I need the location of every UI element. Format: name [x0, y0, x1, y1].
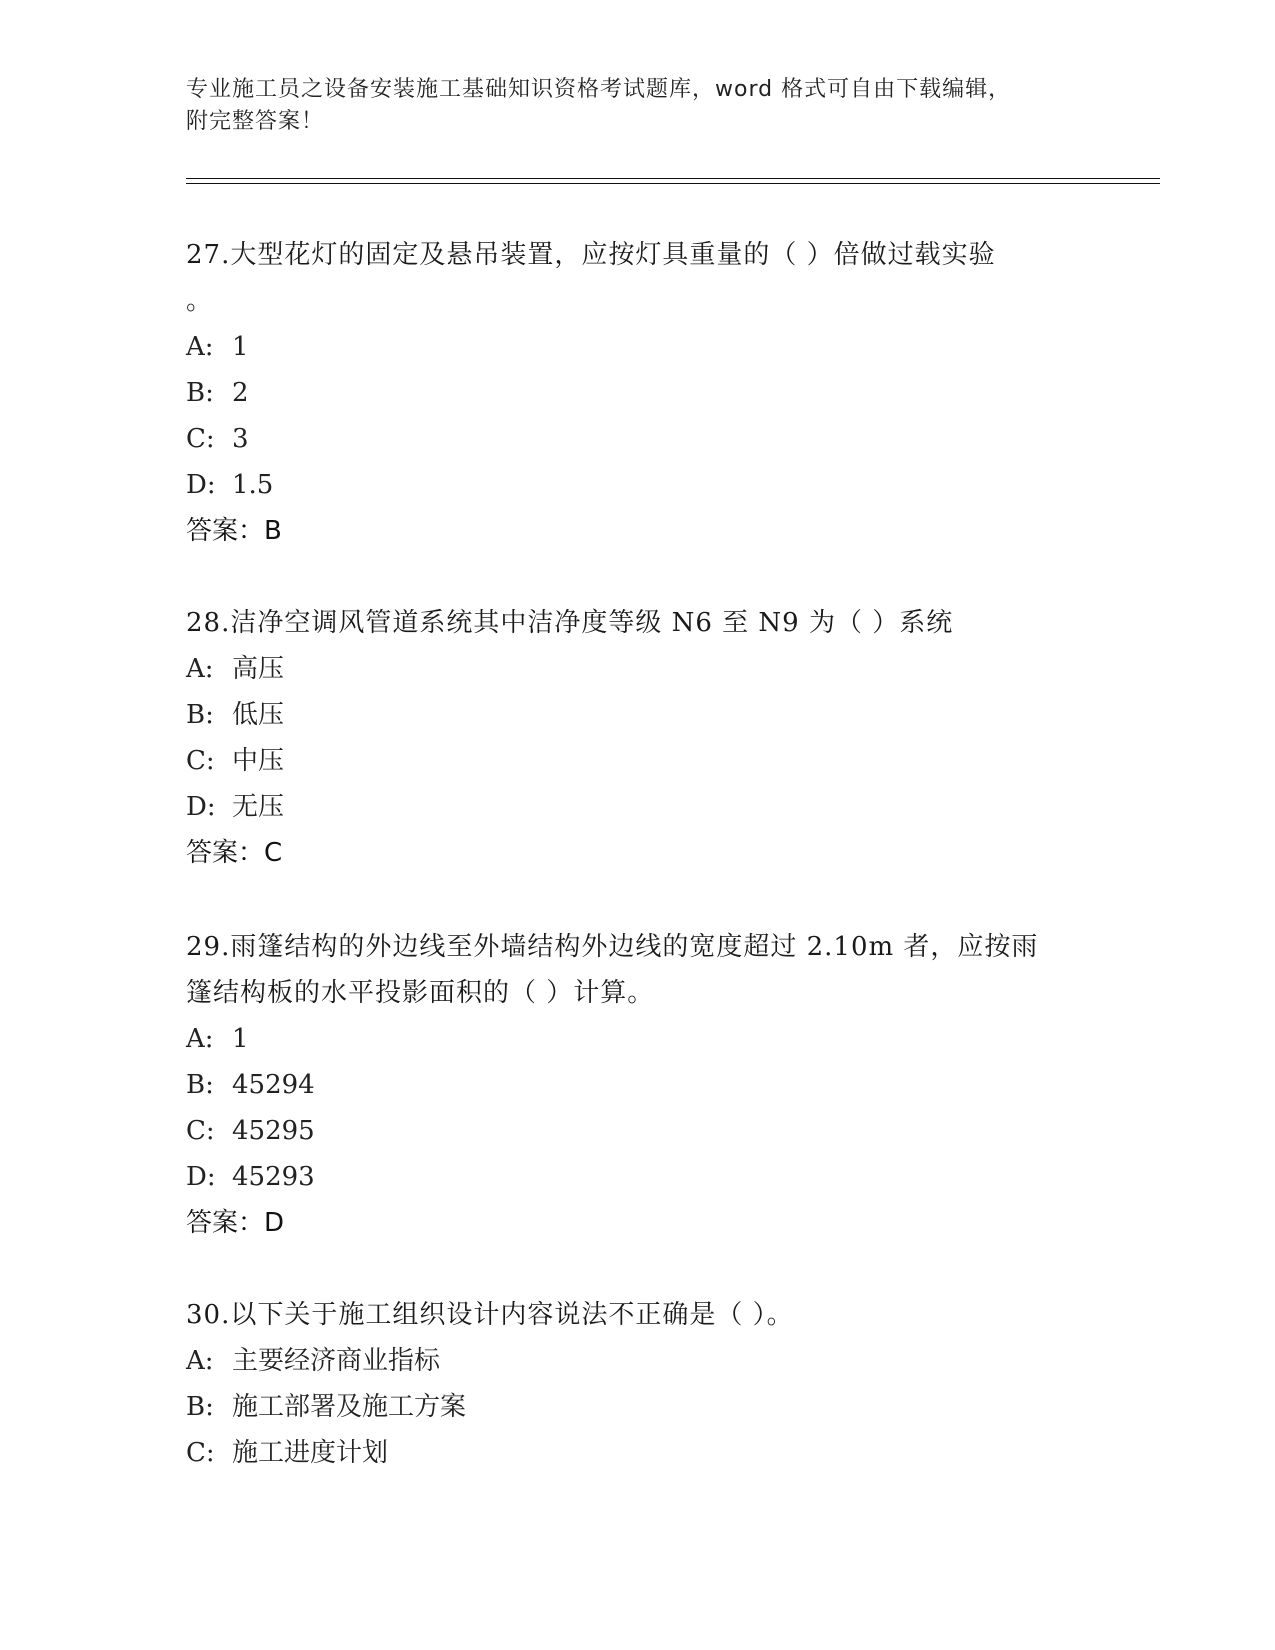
question-29 [186, 924, 1086, 1246]
option-text: 主要经济商业指标 [232, 1346, 441, 1376]
option-c [186, 738, 1086, 784]
header-divider-top [186, 178, 1160, 179]
option-b [186, 1384, 1086, 1430]
option-letter: A: [186, 332, 214, 362]
question-28 [186, 600, 1086, 876]
question-text [186, 232, 1086, 324]
question-line: 30.以下关于施工组织设计内容说法不正确是（ ）。 [186, 1300, 794, 1330]
option-c [186, 1430, 1086, 1476]
question-text [186, 924, 1086, 1016]
option-text: 1 [232, 332, 249, 362]
header-line-2: 附完整答案！ [186, 109, 325, 134]
option-letter: B: [186, 378, 214, 408]
document-header [186, 74, 1066, 138]
option-letter: B: [186, 1070, 214, 1100]
header-divider-bottom [186, 183, 1160, 184]
question-line: 27.大型花灯的固定及悬吊装置，应按灯具重量的（ ）倍做过载实验 [186, 240, 996, 270]
question-text [186, 600, 1086, 646]
option-letter: D: [186, 470, 216, 500]
option-text: 2 [232, 378, 249, 408]
option-text: 无压 [232, 792, 285, 822]
option-text: 1.5 [232, 470, 274, 500]
option-b [186, 692, 1086, 738]
option-d [186, 1154, 1086, 1200]
option-text: 45293 [232, 1162, 315, 1192]
option-c [186, 1108, 1086, 1154]
option-text: 低压 [232, 700, 285, 730]
option-letter: C: [186, 424, 215, 454]
option-letter: D: [186, 792, 216, 822]
option-c [186, 416, 1086, 462]
answer-line: 答案：D [186, 1208, 285, 1238]
option-a [186, 1016, 1086, 1062]
option-b [186, 1062, 1086, 1108]
option-text: 1 [232, 1024, 249, 1054]
option-text: 45295 [232, 1116, 315, 1146]
option-letter: C: [186, 746, 215, 776]
option-text: 45294 [232, 1070, 315, 1100]
option-text: 施工部署及施工方案 [232, 1392, 467, 1422]
question-line: 29.雨篷结构的外边线至外墙结构外边线的宽度超过 2.10m 者，应按雨 [186, 932, 1039, 962]
option-letter: A: [186, 1346, 214, 1376]
question-line: 篷结构板的水平投影面积的（ ）计算。 [186, 978, 655, 1008]
option-b [186, 370, 1086, 416]
question-27 [186, 232, 1086, 554]
option-letter: A: [186, 1024, 214, 1054]
answer-line: 答案：B [186, 516, 282, 546]
question-line: 28.洁净空调风管道系统其中洁净度等级 N6 至 N9 为（ ）系统 [186, 608, 954, 638]
option-letter: C: [186, 1438, 215, 1468]
option-letter: B: [186, 1392, 214, 1422]
option-d [186, 784, 1086, 830]
question-line: 。 [186, 286, 214, 316]
option-a [186, 324, 1086, 370]
header-line-1: 专业施工员之设备安装施工基础知识资格考试题库，word 格式可自由下载编辑， [186, 77, 1012, 102]
option-text: 3 [232, 424, 249, 454]
question-30 [186, 1292, 1086, 1476]
option-letter: A: [186, 654, 214, 684]
option-text: 中压 [232, 746, 285, 776]
option-letter: B: [186, 700, 214, 730]
option-a [186, 1338, 1086, 1384]
question-text [186, 1292, 1086, 1338]
option-d [186, 462, 1086, 508]
option-letter: D: [186, 1162, 216, 1192]
option-text: 高压 [232, 654, 285, 684]
answer-line: 答案：C [186, 838, 283, 868]
option-letter: C: [186, 1116, 215, 1146]
option-text: 施工进度计划 [232, 1438, 389, 1468]
option-a [186, 646, 1086, 692]
